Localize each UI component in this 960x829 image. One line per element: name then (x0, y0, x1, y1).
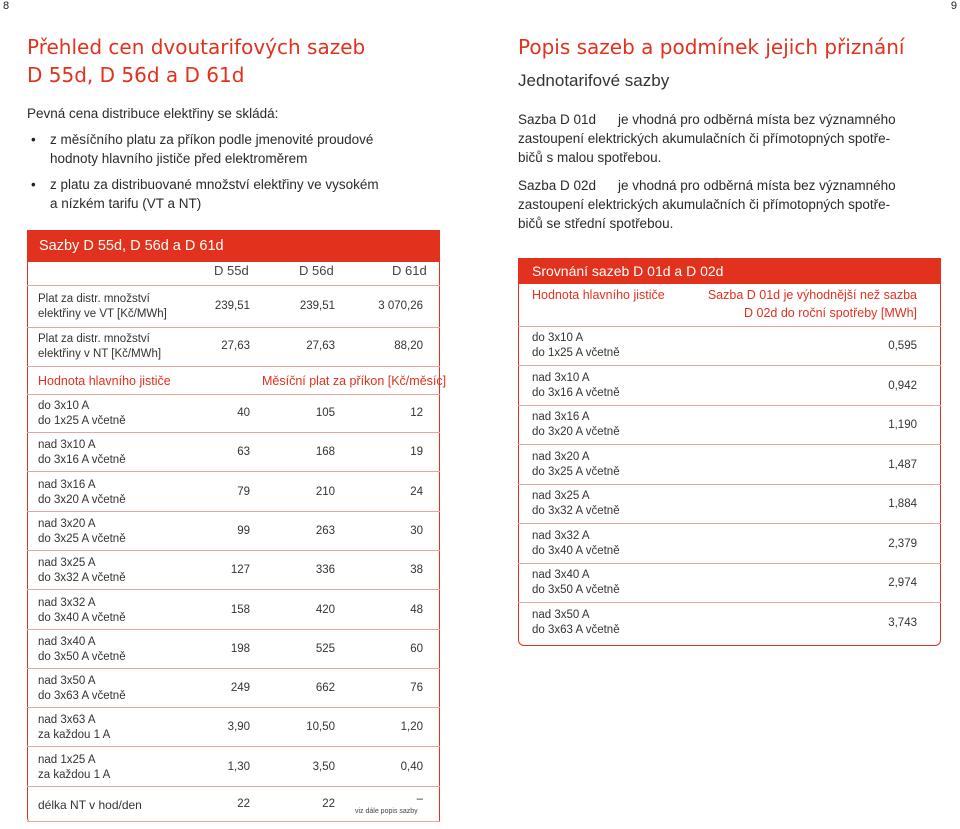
breaker-row-d56d: 263 (315, 524, 335, 537)
breaker-row-d56d: 210 (315, 485, 335, 498)
comparison-row-label1: nad 3x50 A (532, 608, 590, 621)
breaker-row-d56d: 525 (315, 642, 335, 655)
table-divider (27, 432, 440, 433)
comparison-col2-header-line2: D 02d do roční spotřeby [MWh] (744, 306, 917, 320)
qty-row-vt-d56d: 239,51 (299, 300, 335, 312)
breaker-row-label2: do 1x25 A včetně (38, 415, 126, 427)
table-divider (27, 285, 440, 286)
col-header-d55d: D 55d (214, 263, 249, 278)
desc-2-line3: bičů se střední spotřebou. (518, 216, 674, 231)
desc-1-code: Sazba D 01d (518, 112, 597, 127)
comparison-row-label2: do 3x25 A včetně (532, 465, 620, 478)
table-bottom-line (27, 821, 440, 822)
breaker-row-label1: nad 3x16 A (38, 478, 96, 491)
breaker-row-d61d: 1,20 (400, 721, 423, 734)
table-divider (27, 707, 440, 708)
bullet-dot: • (31, 177, 36, 192)
breaker-row-label1: nad 3x20 A (38, 517, 96, 530)
breaker-row-label1: nad 3x63 A (38, 714, 96, 727)
comparison-row-label1: nad 3x32 A (532, 529, 590, 542)
comparison-row-label1: nad 3x40 A (532, 569, 590, 581)
comparison-row-label2: do 3x50 A včetně (532, 584, 620, 596)
desc-1-line2: zastoupení elektrických akumulačních či přímotopných spotře- (518, 131, 891, 146)
comparison-row-label1: do 3x10 A (532, 332, 584, 344)
breaker-row-label2: za každou 1 A (38, 768, 111, 781)
col-header-d56d: D 56d (299, 263, 334, 278)
qty-row-nt-d55d: 27,63 (221, 340, 250, 352)
left-title-line2: D 55d, D 56d a D 61d (27, 63, 245, 87)
breaker-row-label2: do 3x25 A včetně (38, 532, 126, 545)
breaker-column-header: Hodnota hlavního jističe (38, 374, 171, 388)
breaker-row-label2: do 3x32 A včetně (38, 572, 126, 585)
rates-table-title: Sazby D 55d, D 56d a D 61d (27, 230, 440, 262)
table-divider (27, 629, 440, 630)
breaker-row-d61d: 38 (410, 564, 423, 577)
comparison-row-value: 2,379 (888, 537, 917, 550)
nt-length-d56d: 22 (322, 798, 335, 810)
table-divider (27, 327, 440, 328)
breaker-row-d56d: 336 (315, 564, 335, 577)
breaker-row-label1: do 3x10 A (38, 400, 90, 412)
breaker-row-d61d: 0,40 (400, 760, 423, 773)
breaker-row-d55d: 158 (230, 603, 250, 616)
breaker-row-d61d: 60 (410, 642, 423, 655)
left-title-line1: Přehled cen dvoutarifových sazeb (27, 35, 366, 59)
breaker-row-d61d: 30 (410, 524, 423, 537)
breaker-row-d56d: 10,50 (306, 721, 335, 734)
comparison-col1-header: Hodnota hlavního jističe (532, 288, 665, 302)
comparison-row-label2: do 3x40 A včetně (532, 544, 620, 557)
comparison-row-label1: nad 3x20 A (532, 450, 590, 463)
nt-length-d61d: – (416, 793, 423, 805)
table-divider (27, 786, 440, 787)
col-header-d61d: D 61d (392, 263, 427, 278)
table-divider (27, 366, 440, 367)
bullet-dot: • (31, 132, 36, 147)
breaker-row-d61d: 19 (410, 446, 423, 459)
comparison-col2-header-line1: Sazba D 01d je výhodnější než sazba (707, 288, 917, 302)
breaker-row-d55d: 3,90 (227, 721, 250, 734)
table-divider (518, 484, 941, 485)
comparison-row-label1: nad 3x25 A (532, 490, 590, 502)
qty-row-vt-label2: elektřiny ve VT [Kč/MWh] (38, 308, 167, 320)
table-divider (27, 668, 440, 669)
comparison-row-value: 0,595 (888, 340, 917, 352)
monthly-fee-header: Měsíční plat za příkon [Kč/měsíc] (262, 374, 447, 388)
breaker-row-d55d: 40 (237, 407, 250, 419)
table-divider (27, 746, 440, 747)
bullet-2-line1: z platu za distribuované množství elektřiny ve vysokém (50, 177, 379, 192)
page-number-right: 9 (950, 0, 957, 12)
comparison-row-value: 1,487 (888, 458, 917, 471)
breaker-row-label1: nad 3x10 A (38, 439, 96, 452)
qty-row-vt-label1: Plat za distr. množství (38, 293, 150, 305)
breaker-row-label2: za každou 1 A (38, 729, 111, 742)
nt-length-label: délka NT v hod/den (38, 798, 142, 812)
comparison-row-value: 3,743 (888, 616, 917, 629)
comparison-row-label2: do 1x25 A včetně (532, 347, 620, 359)
breaker-row-label1: nad 3x25 A (38, 557, 96, 570)
table-divider (518, 602, 941, 603)
comparison-row-value: 0,942 (888, 379, 917, 392)
breaker-row-d61d: 12 (410, 407, 423, 419)
nt-length-d55d: 22 (237, 798, 250, 810)
table-divider (27, 471, 440, 472)
breaker-row-label1: nad 1x25 A (38, 753, 96, 766)
breaker-row-d55d: 79 (237, 485, 250, 498)
comparison-row-label1: nad 3x10 A (532, 371, 590, 384)
breaker-row-d55d: 198 (230, 642, 250, 655)
breaker-row-d56d: 420 (315, 603, 335, 616)
qty-row-nt-d61d: 88,20 (394, 340, 423, 352)
breaker-row-label2: do 3x20 A včetně (38, 493, 126, 506)
qty-row-vt-d61d: 3 070,26 (378, 300, 423, 312)
comparison-row-label2: do 3x32 A včetně (532, 505, 620, 517)
breaker-row-label2: do 3x63 A včetně (38, 690, 126, 703)
breaker-row-label1: nad 3x50 A (38, 675, 96, 688)
bullet-2-line2: a nízkém tarifu (VT a NT) (50, 196, 202, 211)
intro-text: Pevná cena distribuce elektřiny se skládá: (27, 106, 279, 121)
qty-row-nt-label1: Plat za distr. množství (38, 333, 150, 345)
bullet-1-line2: hodnoty hlavního jističe před elektroměrem (50, 151, 308, 166)
breaker-row-d56d: 105 (315, 407, 335, 419)
desc-1-line1: je vhodná pro odběrná místa bez významného (618, 112, 896, 127)
table-divider (518, 326, 941, 327)
breaker-row-d55d: 249 (230, 682, 250, 695)
desc-1-line3: bičů s malou spotřebou. (518, 150, 662, 165)
right-subtitle: Jednotarifové sazby (518, 71, 670, 90)
breaker-row-d56d: 3,50 (312, 760, 335, 773)
table-divider (27, 589, 440, 590)
breaker-row-d56d: 168 (315, 446, 335, 459)
comparison-row-label2: do 3x20 A včetně (532, 426, 620, 438)
breaker-row-label2: do 3x50 A včetně (38, 650, 126, 663)
table-divider (27, 550, 440, 551)
qty-row-nt-label2: elektřiny v NT [Kč/MWh] (38, 348, 162, 360)
table-divider (27, 511, 440, 512)
breaker-row-label2: do 3x16 A včetně (38, 454, 126, 467)
right-title: Popis sazeb a podmínek jejich přiznání (518, 35, 905, 59)
comparison-row-label2: do 3x16 A včetně (532, 386, 620, 399)
breaker-row-label1: nad 3x40 A (38, 635, 96, 648)
breaker-row-d55d: 63 (237, 446, 250, 459)
breaker-row-d55d: 99 (237, 524, 250, 537)
breaker-row-d55d: 127 (230, 564, 250, 577)
comparison-row-label1: nad 3x16 A (532, 411, 590, 423)
comparison-row-label2: do 3x63 A včetně (532, 623, 620, 636)
comparison-table-title: Srovnání sazeb D 01d a D 02d (518, 258, 941, 284)
desc-2-code: Sazba D 02d (518, 178, 597, 193)
table-divider (518, 523, 941, 524)
qty-row-vt-d55d: 239,51 (214, 300, 250, 312)
qty-row-nt-d56d: 27,63 (306, 340, 335, 352)
comparison-row-value: 1,190 (888, 419, 917, 431)
nt-length-note: viz dále popis sazby (355, 808, 418, 815)
comparison-row-value: 1,884 (888, 498, 917, 510)
breaker-row-d61d: 24 (410, 485, 423, 498)
page-number-left: 8 (3, 0, 10, 12)
table-divider (518, 405, 941, 406)
breaker-row-d56d: 662 (315, 682, 335, 695)
table-divider (518, 444, 941, 445)
table-divider (27, 394, 440, 395)
bullet-1-line1: z měsíčního platu za příkon podle jmenovité proudové (50, 132, 374, 147)
comparison-row-value: 2,974 (888, 577, 917, 589)
breaker-row-d61d: 76 (410, 682, 423, 695)
desc-2-line2: zastoupení elektrických akumulačních či přímotopných spotře- (518, 197, 891, 212)
breaker-row-label1: nad 3x32 A (38, 596, 96, 609)
table-divider (518, 365, 941, 366)
breaker-row-d55d: 1,30 (227, 760, 250, 773)
breaker-row-d61d: 48 (410, 603, 423, 616)
table-divider (518, 563, 941, 564)
desc-2-line1: je vhodná pro odběrná místa bez významného (618, 178, 896, 193)
breaker-row-label2: do 3x40 A včetně (38, 611, 126, 624)
